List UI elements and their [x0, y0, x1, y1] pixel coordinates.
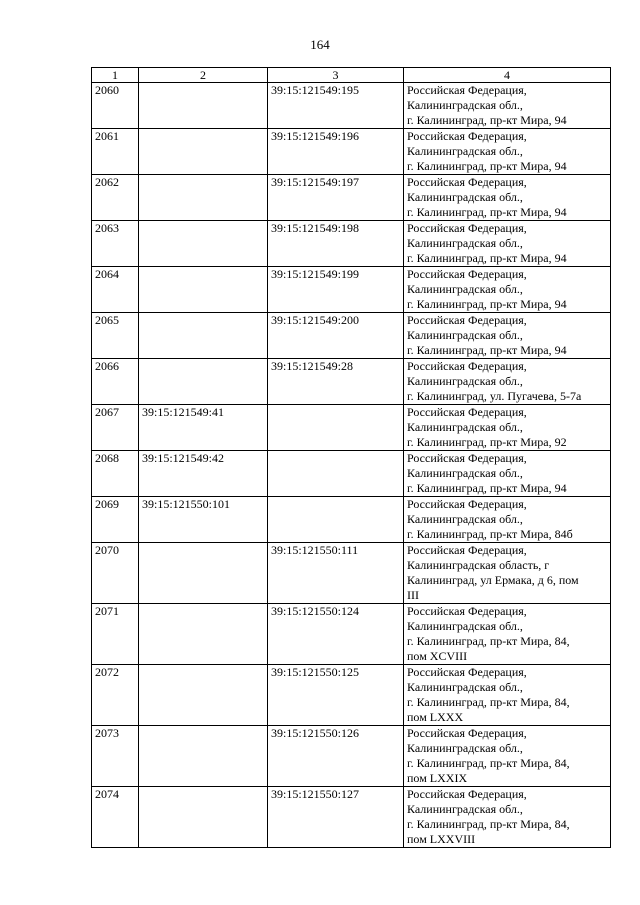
table-row	[92, 83, 611, 129]
address-line: Российская Федерация,	[407, 175, 527, 189]
cadastral-number-col2	[139, 604, 268, 665]
row-number: 2062	[92, 175, 139, 221]
table-row	[92, 665, 611, 726]
address-line: Российская Федерация,	[407, 451, 527, 465]
address-line: Калининградская обл.,	[407, 680, 523, 694]
address-line: III	[407, 588, 419, 602]
row-number: 2072	[92, 665, 139, 726]
address-line: Российская Федерация,	[407, 359, 527, 373]
table-row	[92, 451, 611, 497]
cadastral-number-col3	[268, 405, 404, 451]
address-line: г. Калининград, пр-кт Мира, 94	[407, 159, 567, 173]
row-number: 2071	[92, 604, 139, 665]
address-line: г. Калининград, пр-кт Мира, 94	[407, 297, 567, 311]
address-line: Российская Федерация,	[407, 405, 527, 419]
address-line: Российская Федерация,	[407, 313, 527, 327]
address-line: Российская Федерация,	[407, 665, 527, 679]
cadastral-number-col2	[139, 359, 268, 405]
row-number: 2070	[92, 543, 139, 604]
address-cell	[404, 359, 611, 405]
address-line: Российская Федерация,	[407, 787, 527, 801]
row-number: 2060	[92, 83, 139, 129]
address-line: г. Калининград, пр-кт Мира, 92	[407, 435, 567, 449]
row-number: 2061	[92, 129, 139, 175]
address-cell	[404, 175, 611, 221]
cadastral-number-col3: 39:15:121550:126	[268, 726, 404, 787]
address-line: г. Калининград, ул. Пугачева, 5-7а	[407, 389, 582, 403]
address-line: Российская Федерация,	[407, 83, 527, 97]
address-line: г. Калининград, пр-кт Мира, 84,	[407, 817, 570, 831]
table-row	[92, 497, 611, 543]
cadastral-number-col2	[139, 129, 268, 175]
cadastral-number-col2	[139, 175, 268, 221]
address-line: Российская Федерация,	[407, 221, 527, 235]
address-cell	[404, 405, 611, 451]
cadastral-number-col3: 39:15:121549:199	[268, 267, 404, 313]
row-number: 2068	[92, 451, 139, 497]
row-number: 2066	[92, 359, 139, 405]
page-number: 164	[310, 37, 330, 52]
table-row	[92, 359, 611, 405]
address-cell	[404, 267, 611, 313]
address-line: Калининградская обл.,	[407, 144, 523, 158]
address-line: пом LXXVIII	[407, 832, 476, 846]
address-line: Калининградская обл.,	[407, 328, 523, 342]
header-col-3: 3	[268, 68, 404, 83]
address-cell	[404, 726, 611, 787]
cadastral-number-col3: 39:15:121550:124	[268, 604, 404, 665]
row-number: 2065	[92, 313, 139, 359]
address-cell	[404, 543, 611, 604]
address-line: г. Калининград, пр-кт Мира, 84,	[407, 756, 570, 770]
address-cell	[404, 497, 611, 543]
address-line: г. Калининград, пр-кт Мира, 94	[407, 481, 567, 495]
row-number: 2073	[92, 726, 139, 787]
cadastral-number-col2	[139, 787, 268, 848]
address-line: Калининград, ул Ермака, д 6, пом	[407, 573, 579, 587]
table-header-row	[92, 68, 611, 83]
address-line: Российская Федерация,	[407, 497, 527, 511]
cadastral-number-col2	[139, 543, 268, 604]
cadastral-number-col3	[268, 451, 404, 497]
address-cell	[404, 221, 611, 267]
cadastral-number-col3: 39:15:121549:200	[268, 313, 404, 359]
address-line: пом LXXIX	[407, 771, 468, 785]
address-line: г. Калининград, пр-кт Мира, 94	[407, 205, 567, 219]
address-line: пом XCVIII	[407, 649, 468, 663]
address-cell	[404, 604, 611, 665]
cadastral-number-col3: 39:15:121550:111	[268, 543, 404, 604]
cadastral-number-col3: 39:15:121549:28	[268, 359, 404, 405]
cadastral-number-col2	[139, 313, 268, 359]
address-line: Российская Федерация,	[407, 604, 527, 618]
address-line: Калининградская обл.,	[407, 619, 523, 633]
address-cell	[404, 787, 611, 848]
address-line: Российская Федерация,	[407, 726, 527, 740]
address-cell	[404, 83, 611, 129]
address-line: Калининградская обл.,	[407, 282, 523, 296]
cadastral-number-col3: 39:15:121550:127	[268, 787, 404, 848]
address-line: Российская Федерация,	[407, 543, 527, 557]
address-line: Российская Федерация,	[407, 267, 527, 281]
address-line: Российская Федерация,	[407, 129, 527, 143]
address-line: г. Калининград, пр-кт Мира, 94	[407, 343, 567, 357]
address-line: пом LXXX	[407, 710, 464, 724]
address-line: Калининградская обл.,	[407, 802, 523, 816]
address-line: г. Калининград, пр-кт Мира, 94	[407, 251, 567, 265]
row-number: 2063	[92, 221, 139, 267]
cadastral-table	[91, 67, 611, 848]
cadastral-number-col2	[139, 267, 268, 313]
address-line: Калининградская обл.,	[407, 374, 523, 388]
table-body	[92, 83, 611, 848]
address-line: Калининградская область, г	[407, 558, 550, 572]
cadastral-number-col2: 39:15:121549:41	[139, 405, 268, 451]
header-col-1: 1	[92, 68, 139, 83]
row-number: 2064	[92, 267, 139, 313]
table-row	[92, 313, 611, 359]
cadastral-number-col2: 39:15:121550:101	[139, 497, 268, 543]
address-line: Калининградская обл.,	[407, 741, 523, 755]
address-line: г. Калининград, пр-кт Мира, 84,	[407, 695, 570, 709]
table-row	[92, 787, 611, 848]
cadastral-number-col3: 39:15:121549:198	[268, 221, 404, 267]
table-row	[92, 221, 611, 267]
cadastral-number-col2	[139, 221, 268, 267]
table-row	[92, 267, 611, 313]
address-line: Калининградская обл.,	[407, 190, 523, 204]
address-line: Калининградская обл.,	[407, 236, 523, 250]
cadastral-number-col3: 39:15:121549:197	[268, 175, 404, 221]
table-row	[92, 543, 611, 604]
address-line: Калининградская обл.,	[407, 512, 523, 526]
cadastral-number-col2	[139, 726, 268, 787]
address-cell	[404, 129, 611, 175]
cadastral-number-col2: 39:15:121549:42	[139, 451, 268, 497]
header-col-4: 4	[404, 68, 611, 83]
cadastral-number-col3: 39:15:121550:125	[268, 665, 404, 726]
address-line: г. Калининград, пр-кт Мира, 94	[407, 113, 567, 127]
address-line: Калининградская обл.,	[407, 98, 523, 112]
row-number: 2074	[92, 787, 139, 848]
table-row	[92, 175, 611, 221]
address-cell	[404, 313, 611, 359]
address-cell	[404, 665, 611, 726]
row-number: 2069	[92, 497, 139, 543]
address-line: Калининградская обл.,	[407, 466, 523, 480]
table-row	[92, 726, 611, 787]
header-col-2: 2	[139, 68, 268, 83]
table-row	[92, 604, 611, 665]
cadastral-number-col3	[268, 497, 404, 543]
table-row	[92, 129, 611, 175]
address-line: г. Калининград, пр-кт Мира, 84,	[407, 634, 570, 648]
row-number: 2067	[92, 405, 139, 451]
address-line: г. Калининград, пр-кт Мира, 84б	[407, 527, 573, 541]
cadastral-number-col3: 39:15:121549:196	[268, 129, 404, 175]
cadastral-number-col2	[139, 665, 268, 726]
address-cell	[404, 451, 611, 497]
cadastral-number-col3: 39:15:121549:195	[268, 83, 404, 129]
address-line: Калининградская обл.,	[407, 420, 523, 434]
table-row	[92, 405, 611, 451]
cadastral-number-col2	[139, 83, 268, 129]
